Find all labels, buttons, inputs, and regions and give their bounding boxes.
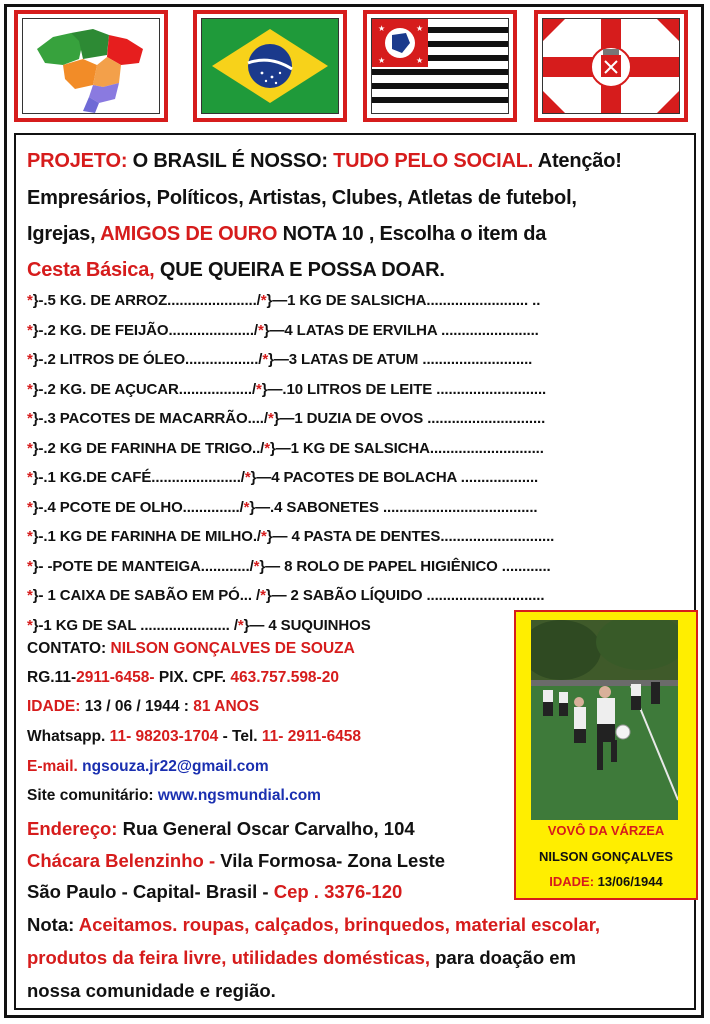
item-bullet: *	[244, 469, 251, 486]
email-line: E-mail. ngsouza.jr22@gmail.com	[27, 758, 269, 775]
sao-paulo-state-flag-icon	[372, 19, 508, 113]
donation-item-row	[27, 587, 544, 604]
item-text: 1 CAIXA DE SABÃO EM PÓ... /	[43, 587, 261, 604]
brazil-flag-icon	[202, 19, 338, 113]
item-bullet: *	[243, 498, 250, 516]
donation-item-row	[27, 617, 371, 634]
sao-paulo-city-flag-icon	[543, 19, 679, 113]
note-line-2: produtos da feira livre, utilidades domésticas, para doação em	[27, 947, 577, 968]
slogan: TUDO PELO SOCIAL.	[333, 150, 534, 172]
item-text: .2 KG DE FARINHA DE TRIGO../	[43, 439, 265, 457]
intro-line-1: PROJETO: O BRASIL É NOSSO: TUDO PELO SOCIAL. Atenção!	[27, 150, 622, 172]
item-bullet: *	[27, 528, 33, 545]
item-bullet: *	[237, 616, 244, 634]
item-bullet: *	[267, 410, 274, 427]
address-line-3: São Paulo - Capital- Brasil - Cep . 3376-120	[27, 881, 403, 902]
donation-item-row	[27, 381, 546, 398]
address-line-2: Chácara Belenzinho - Vila Formosa- Zona Leste	[27, 850, 446, 871]
item-bullet: *	[27, 410, 33, 427]
item-bullet: }—	[261, 380, 283, 398]
item-bullet: }-	[32, 528, 44, 545]
item-bullet: *	[253, 557, 260, 575]
item-bullet: *	[264, 439, 270, 457]
item-bullet: }—	[249, 498, 271, 516]
donation-item-row	[27, 440, 544, 457]
donation-item-row	[27, 292, 540, 309]
item-text: 8 ROLO DE PAPEL HIGIÊNICO ............	[280, 557, 551, 575]
intro-line-2: Empresários, Políticos, Artistas, Clubes, Atletas de futebol,	[27, 187, 577, 209]
item-bullet: }—	[266, 528, 288, 545]
item-bullet: }-	[32, 616, 44, 634]
item-bullet: }-	[32, 498, 44, 516]
item-bullet: *	[257, 321, 264, 339]
item-bullet: }-	[32, 410, 44, 427]
intro-line-3: Igrejas, AMIGOS DE OURO NOTA 10 , Escolha o item da	[27, 223, 547, 245]
site-line: Site comunitário: www.ngsmundial.com	[27, 787, 321, 804]
whatsapp-number[interactable]: 11- 98203-1704	[105, 728, 219, 745]
photo-caption-age: IDADE: 13/06/1944	[549, 874, 663, 889]
item-bullet: }-	[32, 469, 44, 486]
item-text: .10 LITROS DE LEITE ...........................	[282, 380, 547, 398]
note-line-1: Nota: Aceitamos. roupas, calçados, brinquedos, material escolar,	[27, 914, 601, 935]
item-bullet: }—	[250, 469, 272, 486]
item-bullet: }—	[265, 587, 287, 604]
item-text: .3 PACOTES DE MACARRÃO..../	[43, 410, 268, 427]
age-line: IDADE: 13 / 06 / 1944 : 81 ANOS	[27, 698, 260, 715]
phone-line: Whatsapp. 11- 98203-1704 - Tel. 11- 2911-6458	[27, 728, 362, 745]
photo-caption-title: VOVÔ DA VÁRZEA	[547, 823, 665, 838]
brazil-map-tile	[14, 10, 168, 122]
item-bullet: *	[260, 528, 267, 545]
item-text: 4 LATAS DE ERVILHA ........................	[284, 321, 539, 339]
item-text: .2 KG. DE FEIJÃO...................../	[43, 321, 258, 339]
item-bullet: *	[27, 439, 33, 457]
item-bullet: *	[27, 380, 33, 398]
item-text: -POTE DE MANTEIGA............/	[43, 557, 254, 575]
item-bullet: *	[27, 292, 33, 309]
item-text: 1 KG DE SAL ...................... /	[43, 616, 238, 634]
item-bullet: *	[256, 380, 262, 398]
item-bullet: }—	[259, 557, 281, 575]
item-bullet: }-	[32, 439, 44, 457]
item-text: .1 KG.DE CAFÉ....................../	[43, 469, 245, 486]
contact-line: CONTATO: NILSON GONÇALVES DE SOUZA	[27, 640, 355, 657]
email-link[interactable]: ngsouza.jr22@gmail.com	[77, 758, 269, 775]
photo-caption-name: NILSON GONÇALVES	[538, 849, 674, 864]
svg-text:★: ★	[378, 24, 386, 33]
item-bullet: }—	[273, 410, 295, 427]
item-text: 1 KG DE SALSICHA......................... ..	[287, 292, 541, 309]
svg-text:★: ★	[378, 56, 386, 65]
item-bullet: *	[260, 292, 267, 309]
item-bullet: }—	[268, 351, 289, 368]
item-text: 3 LATAS DE ATUM ...........................	[288, 351, 533, 368]
item-bullet: }—	[266, 292, 288, 309]
donation-item-row	[27, 499, 538, 516]
sao-paulo-city-flag-tile	[534, 10, 688, 122]
svg-text:★: ★	[416, 24, 424, 33]
item-text: 4 PACOTES DE BOLACHA ...................	[271, 469, 539, 486]
item-bullet: }—	[243, 616, 265, 634]
item-bullet: *	[27, 616, 33, 634]
football-photo	[531, 620, 678, 820]
item-bullet: }-	[32, 557, 44, 575]
telephone-number[interactable]: 11- 2911-6458	[261, 728, 362, 745]
item-bullet: }-	[32, 587, 44, 604]
item-text: 4 PASTA DE DENTES............................	[287, 528, 555, 545]
item-text: 4 SUQUINHOS	[264, 616, 371, 634]
item-text: .4 SABONETES ......................................	[270, 498, 538, 516]
donation-item-row	[27, 322, 539, 339]
item-bullet: *	[27, 469, 33, 486]
item-text: .2 KG. DE AÇUCAR................../	[43, 380, 257, 398]
svg-text:★: ★	[416, 56, 424, 65]
item-bullet: *	[262, 351, 269, 368]
item-bullet: }-	[32, 321, 44, 339]
rg-line: RG.11-2911-6458- PIX. CPF. 463.757.598-20	[27, 669, 339, 686]
brazil-map-icon	[23, 19, 159, 113]
contact-name: NILSON GONÇALVES DE SOUZA	[110, 640, 355, 657]
site-link[interactable]: www.ngsmundial.com	[153, 787, 321, 804]
item-bullet: *	[27, 351, 33, 368]
item-bullet: *	[27, 498, 33, 516]
project-label: PROJETO:	[27, 150, 128, 172]
donation-item-row	[27, 528, 554, 545]
item-text: 2 SABÃO LÍQUIDO .............................	[286, 587, 545, 604]
item-bullet: }—	[263, 321, 285, 339]
sao-paulo-state-flag-tile	[363, 10, 517, 122]
amigos-de-ouro: AMIGOS DE OURO	[100, 223, 278, 245]
item-bullet: *	[260, 587, 266, 604]
item-bullet: }-	[32, 292, 44, 309]
brazil-flag-tile	[193, 10, 347, 122]
item-bullet: *	[27, 557, 33, 575]
intro-line-4: Cesta Básica, QUE QUEIRA E POSSA DOAR.	[27, 259, 445, 281]
donation-item-row	[27, 558, 551, 575]
item-text: .1 KG DE FARINHA DE MILHO./	[43, 528, 261, 545]
item-bullet: }-	[32, 351, 44, 368]
item-bullet: *	[27, 587, 33, 604]
item-text: 1 KG DE SALSICHA............................	[290, 439, 544, 457]
donation-item-row	[27, 469, 538, 486]
donation-item-row	[27, 410, 545, 427]
item-bullet: *	[27, 321, 33, 339]
note-line-3: nossa comunidade e região.	[27, 980, 276, 1001]
address-line-1: Endereço: Rua General Oscar Carvalho, 104	[27, 818, 415, 839]
item-bullet: }—	[269, 439, 291, 457]
item-bullet: }-	[32, 380, 44, 398]
item-text: .2 LITROS DE ÓLEO................../	[43, 351, 263, 368]
donation-item-row	[27, 351, 532, 368]
item-text: .4 PCOTE DE OLHO............../	[43, 498, 244, 516]
item-text: 1 DUZIA DE OVOS .............................	[294, 410, 546, 427]
item-text: .5 KG. DE ARROZ....................../	[43, 292, 261, 309]
